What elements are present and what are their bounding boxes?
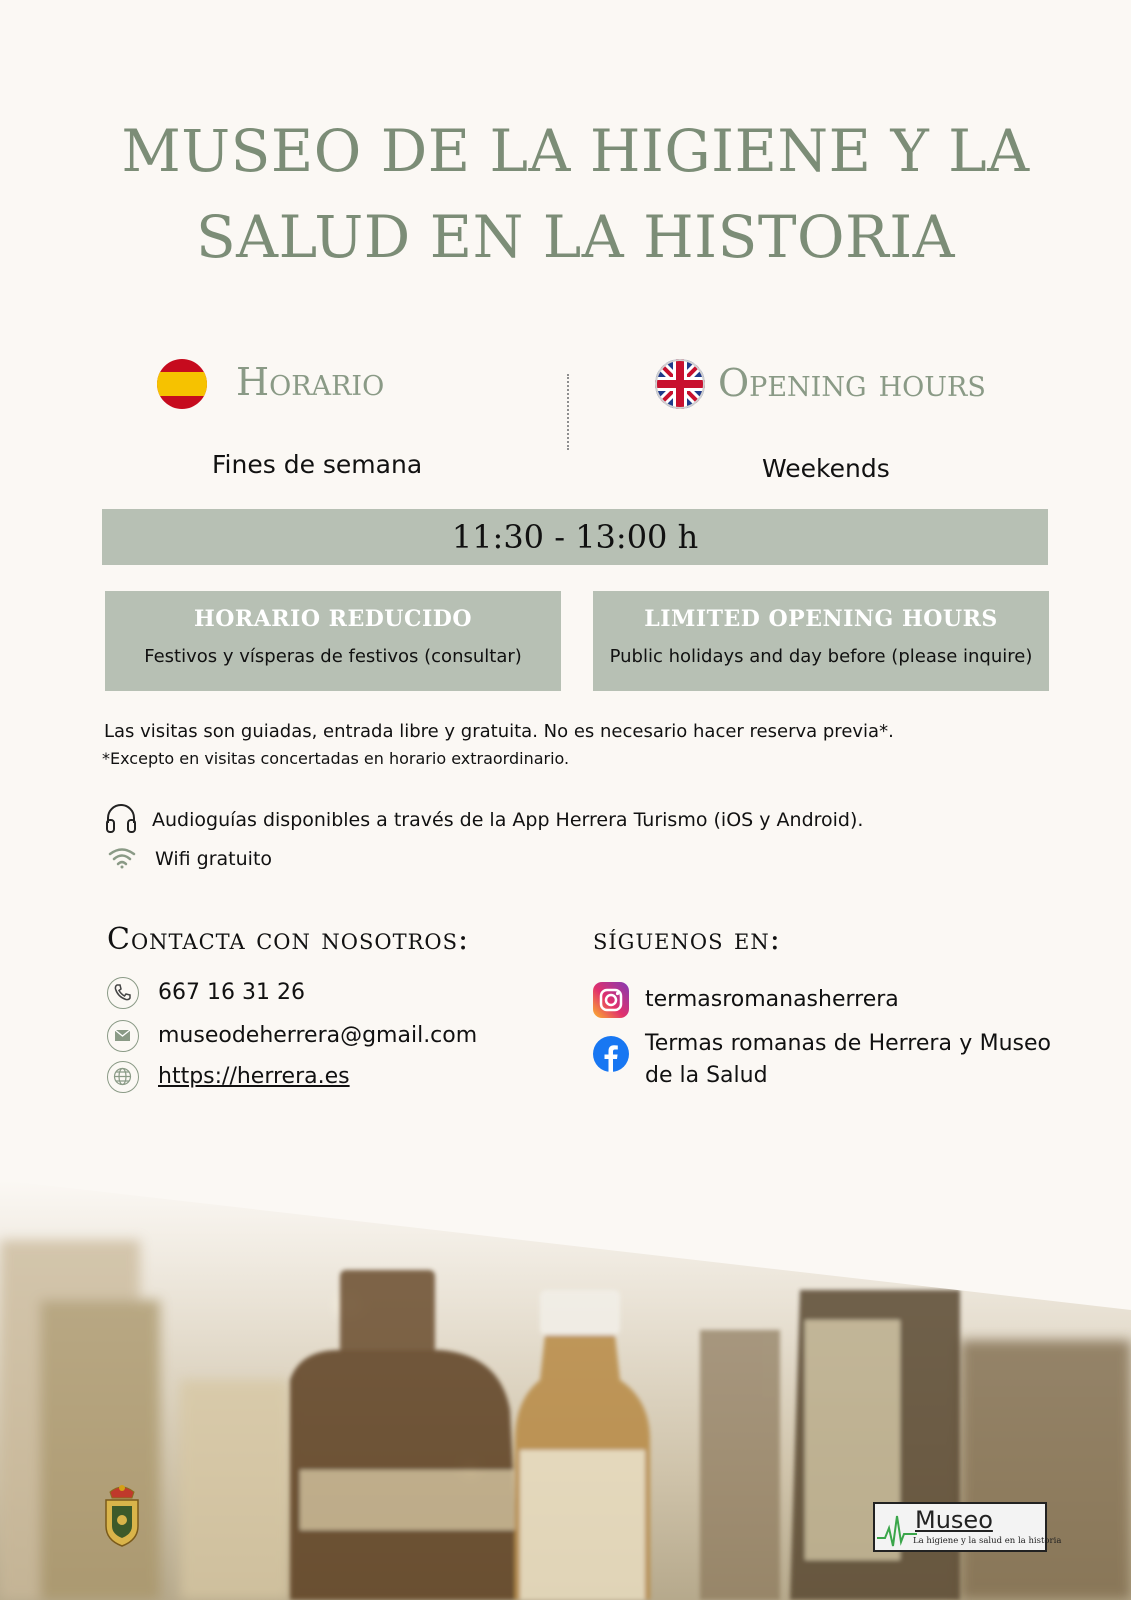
reduced-hours-text-en: Public holidays and day before (please inquire) xyxy=(609,646,1033,667)
town-crest-logo xyxy=(102,1482,142,1552)
reduced-hours-title-es: HORARIO REDUCIDO xyxy=(193,606,473,632)
phone-number[interactable]: 667 16 31 26 xyxy=(158,980,305,1005)
opening-hours-heading: Opening hours xyxy=(718,361,986,405)
divider xyxy=(567,374,569,450)
website-link[interactable]: https://herrera.es xyxy=(158,1064,350,1089)
page-title: MUSEO DE LA HIGIENE Y LA SALUD EN LA HISTORIA xyxy=(121,117,1030,271)
facebook-icon[interactable] xyxy=(593,1036,629,1076)
wifi-text: Wifi gratuito xyxy=(155,848,273,870)
museo-logo-name: Museo xyxy=(915,1506,993,1534)
reduced-hours-title-en: LIMITED OPENING HOURS xyxy=(644,606,998,632)
museo-logo xyxy=(873,1502,1062,1552)
spain-flag-icon xyxy=(157,359,207,409)
instagram-icon[interactable] xyxy=(593,982,629,1022)
reduced-hours-box-es xyxy=(105,591,561,691)
uk-flag-icon xyxy=(655,359,705,409)
headphones-icon xyxy=(104,801,138,839)
opening-time: 11:30 - 13:00 h xyxy=(102,509,1048,565)
facebook-page[interactable]: Termas romanas de Herrera y Museo de la Salud xyxy=(645,1031,1051,1088)
phone-icon xyxy=(107,977,139,1009)
wifi-icon xyxy=(108,846,136,874)
museo-logo-subtitle: La higiene y la salud en la historia xyxy=(913,1536,1062,1546)
reduced-hours-text-es: Festivos y vísperas de festivos (consultar) xyxy=(144,646,522,667)
weekend-days-en: Weekends xyxy=(762,454,890,483)
email-icon xyxy=(107,1020,139,1052)
visits-note: *Excepto en visitas concertadas en horario extraordinario. xyxy=(102,749,570,768)
social-heading: síguenos en: xyxy=(593,922,781,957)
contact-heading: Contacta con nosotros: xyxy=(107,922,470,957)
email-address[interactable]: museodeherrera@gmail.com xyxy=(158,1023,478,1048)
visits-info: Las visitas son guiadas, entrada libre y gratuita. No es necesario hacer reserva previa*. xyxy=(104,721,894,742)
weekend-days-es: Fines de semana xyxy=(212,450,423,479)
horario-heading: Horario xyxy=(236,360,385,404)
audio-guide-text: Audioguías disponibles a través de la App Herrera Turismo (iOS y Android). xyxy=(152,809,864,831)
instagram-handle[interactable]: termasromanasherrera xyxy=(645,987,899,1012)
globe-icon xyxy=(107,1061,139,1093)
reduced-hours-box-en xyxy=(593,591,1049,691)
